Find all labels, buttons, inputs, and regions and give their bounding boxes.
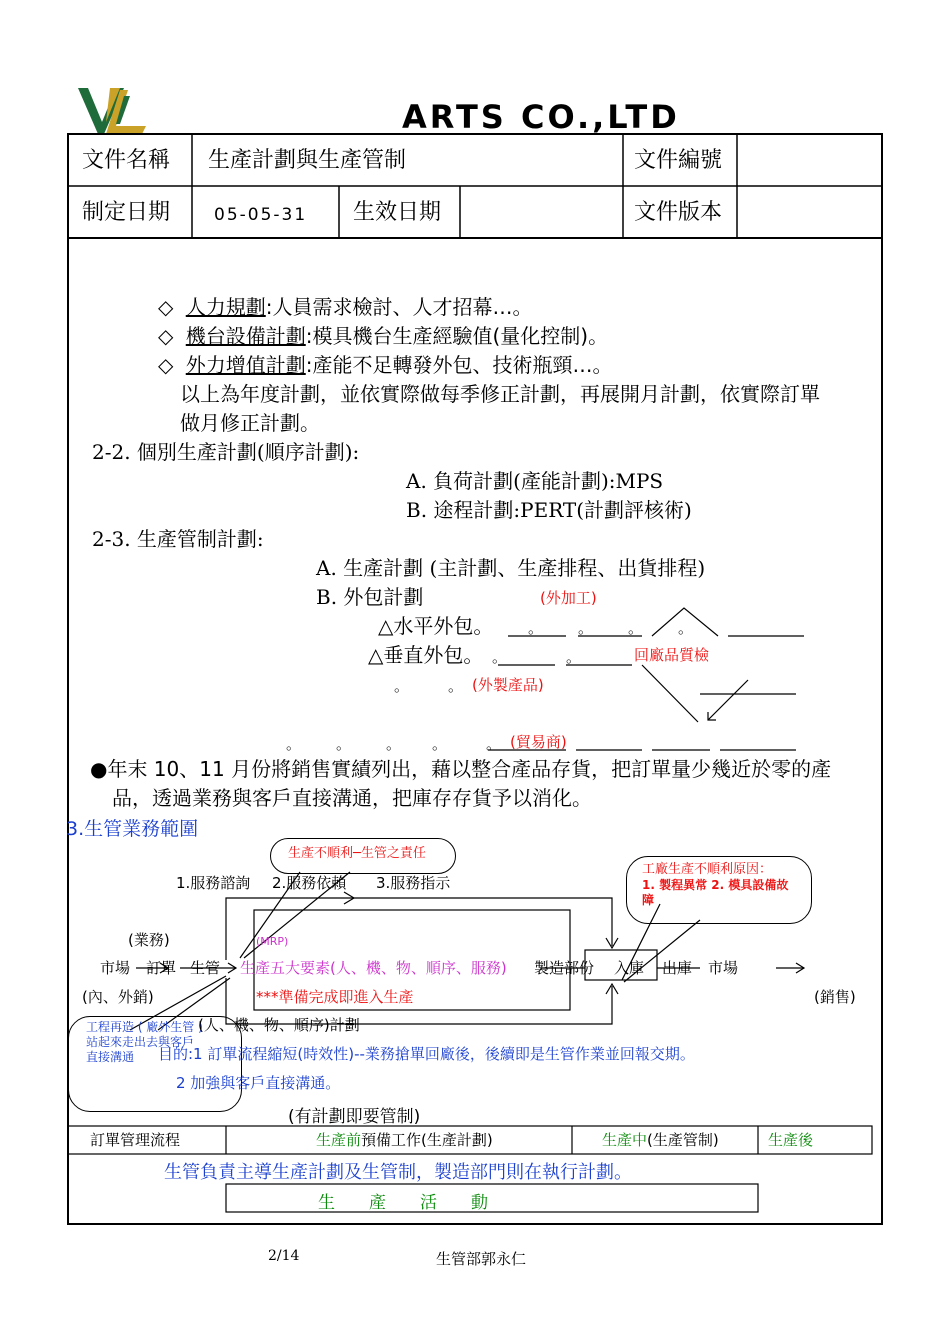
pre-label: 生產前 (316, 1131, 362, 1149)
diamond-icon: ◇ (158, 353, 174, 377)
callout-responsibility-text: 生產不順利─生管之責任 (288, 846, 426, 861)
return-qc-label: 回廠品質檢 (634, 646, 710, 664)
bullet-text: :模具機台生產經驗值(量化控制)。 (305, 324, 609, 348)
bullet-term: 外力增值計劃 (185, 353, 306, 377)
horizontal-outsource: △水平外包。 (378, 614, 494, 638)
mfg-dept: 製造部份 (534, 959, 595, 977)
version-label: 文件版本 (634, 200, 723, 225)
flow-cell-pre (316, 1132, 493, 1149)
production-activity: 生 產 活 動 (318, 1193, 488, 1213)
section-heading: 2-2. 個別生產計劃(順序計劃): (92, 440, 360, 464)
bullet-equipment (158, 325, 608, 347)
warehouse-in: 入庫 (614, 959, 645, 977)
five-elements: 生產五大要素(人、機、物、順序、服務) (240, 959, 507, 977)
company-name: ARTS CO.,LTD (402, 98, 680, 136)
page-number: 2/14 (268, 1248, 300, 1264)
bullet-manpower (158, 296, 533, 318)
shipping-label: 出庫 (662, 959, 693, 977)
service-instruct: 3.服務指示 (376, 874, 451, 892)
service-request: 2.服務依賴 (272, 874, 347, 892)
diamond-icon: ◇ (158, 324, 174, 348)
yearend-line: 品，透過業務與客戶直接溝通，把庫存存貨予以消化。 (112, 786, 592, 810)
plan-note: (人、機、物、順序)計劃 (198, 1016, 360, 1034)
section-item: B. 途程計劃:PERT(計劃評核術) (406, 498, 692, 522)
bullet-outsource (158, 354, 613, 376)
diamond-icon: ◇ (158, 295, 174, 319)
circle-mark: 。 (628, 619, 644, 637)
during-label: 生產中 (602, 1131, 648, 1149)
rework-text: 工程再造 ( 廠外生管 ) 站起來走出去與客戶直接溝通 (86, 1020, 203, 1064)
order-label: 訂單 (146, 959, 177, 977)
outsource-note: (外加工) (540, 589, 597, 607)
circle-mark: 。 (578, 619, 594, 637)
goal-line-1: 目的:1 訂單流程縮短(時效性)--業務搶單回廠後，後續即是生管作業並回報交期。 (158, 1045, 695, 1063)
circle-mark: 。 (394, 677, 410, 695)
paragraph-line: 以上為年度計劃，並依實際做每季修正計劃，再展開月計劃，依實際訂單 (180, 382, 820, 406)
doc-name-label: 文件名稱 (82, 148, 171, 173)
during-desc: (生產管制) (647, 1131, 719, 1149)
domestic-export: (內、外銷) (82, 988, 154, 1006)
vertical-outsource: △垂直外包。 (368, 643, 484, 667)
circle-mark: 。 (336, 735, 352, 753)
trader-label: (貿易商) (510, 733, 567, 751)
factory-reason-body: 1. 製程異常 2. 模具設備故障 (642, 878, 789, 907)
prod-ctrl-label: 生管 (190, 959, 221, 977)
circle-mark: 。 (286, 735, 302, 753)
mrp-label: (MRP) (256, 935, 289, 948)
section-item: A. 負荷計劃(產能計劃):MPS (406, 469, 664, 493)
made-date-label: 制定日期 (82, 200, 171, 225)
flow-cell-during (602, 1132, 719, 1149)
bullet-text: :人員需求檢討、人才招幕…。 (265, 295, 533, 319)
plan-control: (有計劃即要管制) (288, 1107, 421, 1127)
flow-cell-post: 生產後 (768, 1131, 814, 1149)
circle-mark: 。 (492, 648, 508, 666)
doc-no-label: 文件編號 (634, 148, 723, 173)
circle-mark: 。 (432, 735, 448, 753)
made-date-value: 05-05-31 (214, 205, 308, 225)
circle-mark: 。 (448, 677, 464, 695)
market-left: 市場 (100, 959, 131, 977)
doc-name-value: 生產計劃與生產管制 (208, 148, 407, 173)
paragraph-line: 做月修正計劃。 (180, 411, 320, 435)
factory-reason-title: 工廠生產不順利原因： (642, 862, 773, 877)
sales-label: (業務) (128, 931, 170, 949)
market-right: 市場 (708, 959, 739, 977)
outside-products-label: (外製產品) (472, 676, 544, 694)
yearend-line: ●年末 10、11 月份將銷售實績列出，藉以整合產品存貨，把訂單量少幾近於零的產 (90, 757, 832, 781)
ready-note: ***準備完成即進入生產 (256, 988, 414, 1006)
section-heading: 2-3. 生產管制計劃: (92, 527, 264, 551)
effective-date-label: 生效日期 (353, 200, 442, 225)
author: 生管部郭永仁 (436, 1250, 527, 1268)
circle-mark: 。 (528, 619, 544, 637)
bullet-term: 機台設備計劃 (185, 324, 306, 348)
circle-mark: 。 (566, 648, 582, 666)
circle-mark: 。 (678, 619, 694, 637)
sales-right: (銷售) (814, 988, 856, 1006)
flow-cell-order: 訂單管理流程 (90, 1131, 181, 1149)
bullet-text: :產能不足轉發外包、技術瓶頸…。 (305, 353, 613, 377)
circle-mark: 。 (486, 735, 502, 753)
section-item: B. 外包計劃 (316, 585, 424, 609)
section-item: A. 生產計劃 (主計劃、生產排程、出貨排程) (316, 556, 706, 580)
pre-desc: 預備工作(生產計劃) (361, 1131, 493, 1149)
goal-line-2: 2 加強與客戶直接溝通。 (176, 1074, 341, 1092)
lead-statement: 生管負責主導生產計劃及生管制，製造部門則在執行計劃。 (164, 1162, 632, 1183)
circle-mark: 。 (386, 735, 402, 753)
bullet-term: 人力規劃 (185, 295, 266, 319)
service-consult: 1.服務諮詢 (176, 874, 251, 892)
section-3-heading: 3.生管業務範圍 (66, 818, 199, 840)
